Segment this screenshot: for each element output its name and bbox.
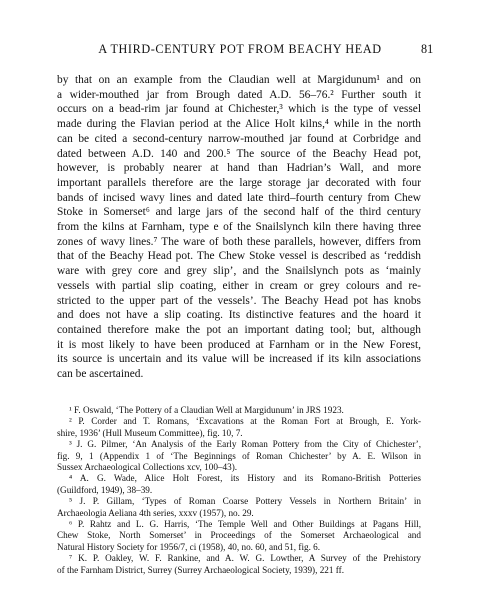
body-line: by that on an example from the Claudian well at Margidunum¹ and on bbox=[57, 74, 421, 86]
footnote-5: ⁵ J. P. Gillam, ‘Types of Roman Coarse Pottery Vessels in Northern Britain’ in bbox=[69, 496, 421, 507]
footnote-2: ² P. Corder and T. Romans, ‘Excavations at the Roman Fort at Brough, E. York- bbox=[69, 416, 421, 427]
body-line: vessels with partial slip coating, either in cream or grey colours and re- bbox=[57, 279, 421, 292]
running-head: A THIRD-CENTURY POT FROM BEACHY HEAD bbox=[98, 42, 382, 56]
footnote-line: Chew Stoke, North Somerset’ in Proceedings of the Somerset Archaeological and bbox=[57, 530, 421, 541]
footnote-line: (Guildford, 1949), 38–39. bbox=[57, 484, 153, 495]
body-line: can be cited a second-century narrow-mouthed jar found at Corbridge and bbox=[57, 132, 421, 145]
footnote-line: of the Farnham District, Surrey (Surrey Archaeological Society, 1939), 221 ff. bbox=[57, 564, 345, 575]
footnote-4: ⁴ A. G. Wade, Alice Holt Forest, its History and its Romano-British Potteries bbox=[69, 473, 421, 484]
body-line: a wider-mouthed jar from Brough dated A.D. 56–76.² Further south it bbox=[57, 88, 421, 101]
body-line: can be ascertained. bbox=[57, 368, 144, 381]
body-line: that of the Beachy Head pot. The Chew Stoke vessel is described as ‘reddish bbox=[57, 250, 421, 263]
footnote-1: ¹ F. Oswald, ‘The Pottery of a Claudian Well at Margidunum’ in JRS 1923. bbox=[69, 405, 344, 415]
body-line: dated between A.D. 140 and 200.⁵ The source of the Beachy Head pot, bbox=[57, 147, 421, 160]
footnote-line: Natural History Society for 1956/7, ci (1958), 40, no. 60, and 51, fig. 6. bbox=[57, 541, 321, 552]
body-line: Stoke in Somerset⁶ and large jars of the second half of the third century bbox=[57, 206, 421, 219]
footnote-line: fig. 9, 1 (Appendix 1 of ‘The Beginnings of Roman Chichester’ by A. E. Wilson in bbox=[57, 450, 421, 461]
body-line: from the kilns at Farnham, type e of the Snailslynch kiln there having three bbox=[57, 221, 421, 234]
page-number: 81 bbox=[421, 42, 434, 56]
body-line: ware with grey core and grey slip’, and the Snailslynch pots as ‘mainly bbox=[57, 265, 421, 278]
body-line: bands of incised wavy lines and dated late third–fourth century from Chew bbox=[57, 191, 421, 204]
body-line: it is most likely to have been produced at Farnham or in the New Forest, bbox=[57, 338, 421, 351]
body-line: occurs on a bead-rim jar found at Chichester,³ which is the type of vessel bbox=[57, 103, 421, 116]
body-line: made during the Flavian period at the Alice Holt kilns,⁴ while in the north bbox=[57, 118, 421, 131]
footnotes bbox=[57, 405, 421, 576]
body-line: its source is uncertain and its value will be increased if its kiln associations bbox=[57, 353, 421, 366]
body-line: zones of wavy lines.⁷ The ware of both these parallels, however, differs from bbox=[57, 235, 421, 248]
page-header bbox=[0, 42, 478, 60]
body-line: important parallels therefore are the large storage jar decorated with four bbox=[57, 176, 421, 189]
footnote-line: Archaeologia Aeliana 4th series, xxxv (1957), no. 29. bbox=[57, 507, 254, 518]
body-line: however, is probably nearer at hand than Hadrian’s Wall, and more bbox=[57, 162, 421, 175]
body-line: and does not have a slip coating. Its distinctive features and the hoard it bbox=[57, 309, 421, 322]
body-line: stricted to the upper part of the vessels’. The Beachy Head pot has knobs bbox=[57, 294, 421, 307]
body-paragraph bbox=[57, 73, 421, 382]
footnote-3: ³ J. G. Pilmer, ‘An Analysis of the Early Roman Pottery from the City of Chichester’, bbox=[69, 439, 421, 450]
footnote-6: ⁶ P. Rahtz and L. G. Harris, ‘The Temple Well and Other Buildings at Pagans Hill, bbox=[69, 519, 421, 530]
footnote-7: ⁷ K. P. Oakley, W. F. Rankine, and A. W. G. Lowther, A Survey of the Prehistory bbox=[69, 553, 421, 564]
body-line: contained therefore make the pot an important dating tool; but, although bbox=[57, 323, 421, 336]
footnote-line: Sussex Archaeological Collections xcv, 100–43). bbox=[57, 462, 238, 473]
footnote-line: shire, 1936’ (Hull Museum Committee), fig. 10, 7. bbox=[57, 427, 243, 438]
